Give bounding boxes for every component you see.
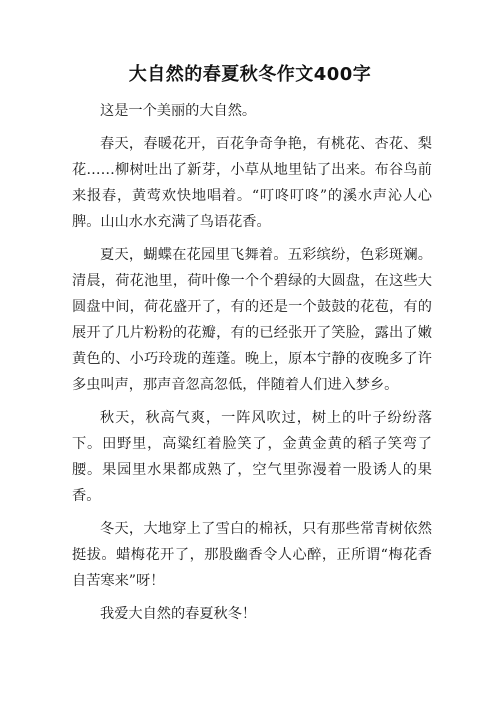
document-title: 大自然的春夏秋冬作文400字 xyxy=(128,64,372,85)
document-body xyxy=(72,98,432,634)
paragraph-spring: 春天，春暖花开，百花争奇争艳，有桃花、杏花、梨花……柳树吐出了新芽，小草从地里钻了出来。布谷鸟前来报春，黄莺欢快地唱着。“叮咚叮咚”的溪水声沁人心脾。山山水水充满了鸟语花香。 xyxy=(72,136,432,230)
paragraph-summer: 夏天，蝴蝶在花园里飞舞着。五彩缤纷，色彩斑斓。清晨，荷花池里，荷叶像一个个碧绿的大圆盘，在这些大圆盘中间，荷花盛开了，有的还是一个鼓鼓的花苞，有的展开了几片粉粉的花瓣，有的已经张开了笑脸，露出了嫩黄色的、小巧玲珑的莲蓬。晚上，原本宁静的夜晚多了许多虫叫声，那声音忽高忽低，伴随着人们进入梦乡。 xyxy=(72,247,432,393)
paragraph-intro: 这是一个美丽的大自然。 xyxy=(100,103,257,119)
paragraph-winter: 冬天，大地穿上了雪白的棉袄，只有那些常青树依然挺拔。蜡梅花开了，那股幽香令人心醉，正所谓“梅花香自苦寒来”呀！ xyxy=(72,521,432,589)
paragraph-closing: 我爱大自然的春夏秋冬！ xyxy=(100,606,257,622)
paragraph-autumn: 秋天，秋高气爽，一阵风吹过，树上的叶子纷纷落下。田野里，高粱红着脸笑了，金黄金黄的稻子笑弯了腰。果园里水果都成熟了，空气里弥漫着一股诱人的果香。 xyxy=(72,410,432,504)
